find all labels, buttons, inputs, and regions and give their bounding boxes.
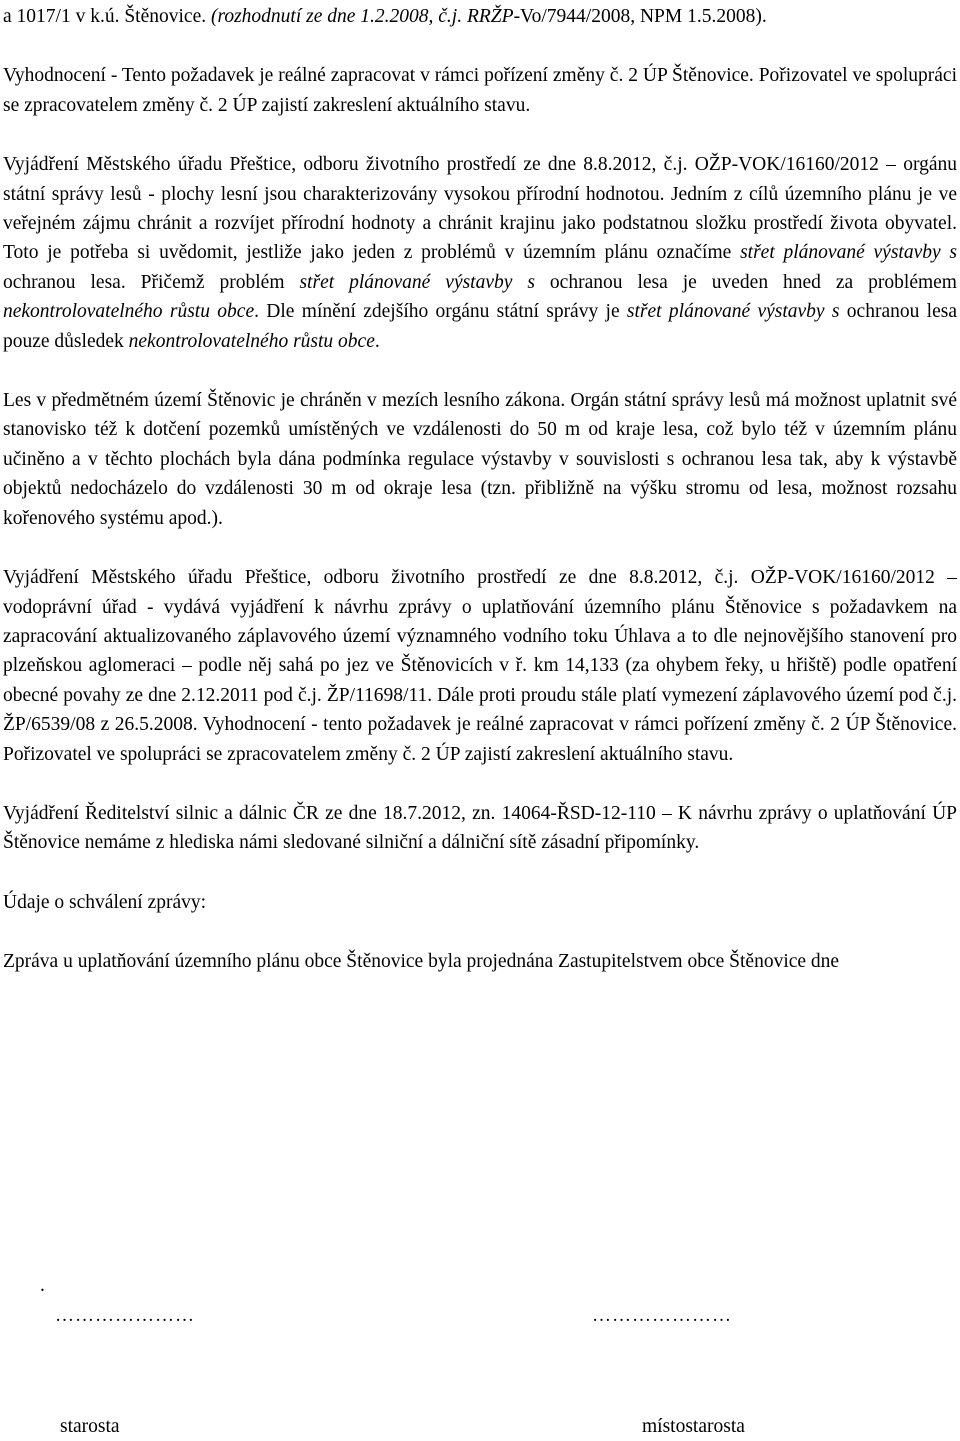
- paragraph-p4: [3, 386, 957, 533]
- signature-label-mayor: starosta: [60, 1416, 120, 1437]
- text-run: Vyjádření Městského úřadu Přeštice, odboru životního prostředí ze dne 8.8.2012, č.j. OŽP-VOK/16160/2012 – orgánu státní správy lesů - plochy lesní jsou charakterizovány vysokou přírodní hodnotou. Jedním z cílů územního plánu je ve veřejném zájmu chránit a rozvíjet přírodní hodnoty a chránit krajinu jako podstatnou složku prostředí života obyvatel. Toto je potřeba si uvědomit, jestliže jako jeden z problémů v územním plánu označíme: [3, 154, 957, 264]
- text-run: Vyjádření Městského úřadu Přeštice, odboru životního prostředí ze dne 8.8.2012, č.j. OŽP-VOK/16160/2012 – vodoprávní úřad - vydává vyjádření k návrhu zprávy o uplatňování územního plánu Štěnovice s požadavkem na zapracování aktualizovaného záplavového území významného vodního toku Úhlava a to dle nejnovějšího stanovení pro plzeňskou aglomeraci – podle něj sahá po jez ve Štěnovicích v ř. km 14,133 (za ohybem řeky, u hřiště) podle opatření obecné povahy ze dne 2.12.2011 pod č.j. ŽP/11698/11. Dále proti proudu stále platí vymezení záplavového území pod č.j. ŽP/6539/08 z 26.5.2008. Vyhodnocení - tento požadavek je reálné zapracovat v rámci pořízení změny č. 2 ÚP Štěnovice. Pořizovatel ve spolupráci se zpracovatelem změny č. 2 ÚP zajistí zakreslení aktuálního stavu.: [3, 567, 957, 765]
- paragraph-p8: [3, 947, 957, 976]
- text-run: . Dle mínění zdejšího orgánu státní správy je: [254, 301, 627, 323]
- signature-line-right: …………………: [592, 1305, 732, 1326]
- text-run: Vyjádření Ředitelství silnic a dálnic ČR ze dne 18.7.2012, zn. 14064-ŘSD-12-110 – K návrhu zprávy o uplatňování ÚP Štěnovice nemáme z hlediska námi sledované silniční a dálniční sítě zásadní připomínky.: [3, 802, 957, 854]
- text-run: střet plánované výstavby s: [299, 271, 535, 293]
- text-run: Vyhodnocení - Tento požadavek je reálné zapracovat v rámci pořízení změny č. 2 ÚP Štěnovice. Pořizovatel ve spolupráci se zpracovatelem změny č. 2 ÚP zajistí zakreslení aktuálního stavu.: [3, 65, 957, 116]
- text-run: (rozhodnutí ze dne 1.2.2008, č.j. RRŽP: [210, 6, 514, 27]
- text-run: Zpráva u uplatňování územního plánu obce Štěnovice byla projednána Zastupitelstvem obce Štěnovice dne: [3, 951, 840, 973]
- text-run: ochranou lesa pouze důsledek: [3, 301, 957, 352]
- text-run: a 1017/1 v k.ú. Štěnovice.: [3, 6, 211, 27]
- paragraph-p3: [3, 150, 957, 356]
- text-run: nekontrolovatelného růstu obce: [3, 301, 255, 323]
- signature-label-deputy-mayor: místostarosta: [642, 1416, 745, 1437]
- text-run: ochranou lesa. Přičemž problém: [3, 271, 300, 293]
- paragraph-p6: [3, 799, 957, 858]
- paragraph-p7: [3, 888, 957, 917]
- text-run: .: [374, 330, 380, 352]
- date-placeholder-dot: .: [40, 1275, 45, 1296]
- text-run: nekontrolovatelného růstu obce: [128, 330, 375, 352]
- text-run: střet plánované výstavby s: [626, 301, 840, 323]
- text-run: -Vo/7944/2008, NPM 1.5.2008).: [513, 6, 767, 27]
- text-run: Údaje o schválení zprávy:: [3, 891, 207, 913]
- signature-line-left: …………………: [55, 1305, 195, 1326]
- text-run: Les v předmětném území Štěnovic je chráněn v mezích lesního zákona. Orgán státní správy lesů má možnost uplatnit své stanovisko též k dotčení pozemků umístěných ve vzdálenosti do 50 m od kraje lesa, což bylo též v územním plánu učiněno a v těchto plochách byla dána podmínka regulace výstavby v souvislosti s ochranou lesa tak, aby k výstavbě objektů nedocházelo do vzdálenosti 30 m od okraje lesa (tzn. přibližně na výšku stromu od lesa, možnost rozsahu kořenového systému apod.).: [3, 390, 957, 529]
- text-run: ochranou lesa je uveden hned za problémem: [534, 271, 957, 293]
- text-run: střet plánované výstavby s: [740, 242, 957, 264]
- paragraph-p2: [3, 61, 957, 120]
- paragraph-p1: [3, 2, 957, 31]
- paragraph-p5: [3, 563, 957, 769]
- document-page: [3, 2, 957, 977]
